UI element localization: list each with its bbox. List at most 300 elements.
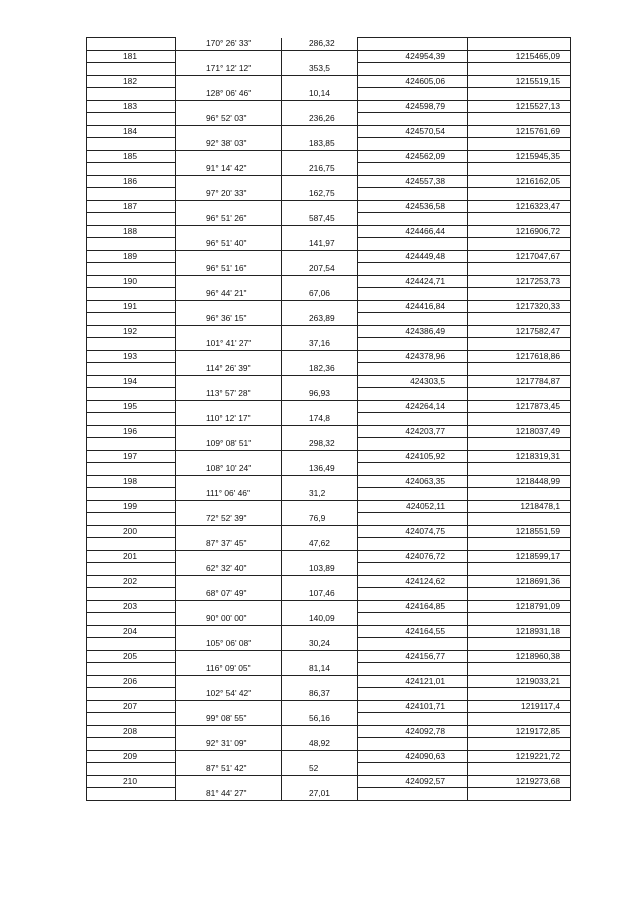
empty-cell — [282, 550, 358, 563]
length-cell: 81,14 — [282, 663, 358, 676]
empty-cell — [468, 438, 571, 451]
empty-cell — [358, 738, 468, 751]
length-cell: 207,54 — [282, 263, 358, 276]
point-row — [87, 475, 571, 488]
empty-cell — [282, 300, 358, 313]
empty-cell — [176, 200, 282, 213]
y-coordinate-cell: 1218791,09 — [468, 600, 571, 613]
empty-cell — [468, 763, 571, 776]
length-cell: 67,06 — [282, 288, 358, 301]
angle-cell: 101° 41' 27" — [176, 338, 282, 351]
point-row — [87, 725, 571, 738]
point-row — [87, 325, 571, 338]
empty-cell — [87, 263, 176, 276]
empty-cell — [468, 688, 571, 701]
y-coordinate-cell: 1216906,72 — [468, 225, 571, 238]
x-coordinate-cell: 424203,77 — [358, 425, 468, 438]
empty-cell — [358, 513, 468, 526]
point-row — [87, 675, 571, 688]
point-number-cell: 186 — [87, 175, 176, 188]
angle-cell: 87° 37' 45" — [176, 538, 282, 551]
empty-cell — [87, 788, 176, 801]
point-number-cell: 181 — [87, 50, 176, 63]
empty-cell — [282, 500, 358, 513]
y-coordinate-cell: 1215761,69 — [468, 125, 571, 138]
length-cell: 216,75 — [282, 163, 358, 176]
segment-row — [87, 613, 571, 626]
point-number-cell: 191 — [87, 300, 176, 313]
x-coordinate-cell: 424156,77 — [358, 650, 468, 663]
empty-cell — [282, 725, 358, 738]
empty-cell — [282, 450, 358, 463]
angle-cell: 170° 26' 33" — [176, 38, 282, 51]
empty-cell — [358, 313, 468, 326]
segment-row — [87, 538, 571, 551]
angle-cell: 81° 44' 27" — [176, 788, 282, 801]
empty-cell — [358, 413, 468, 426]
empty-cell — [176, 50, 282, 63]
empty-cell — [176, 400, 282, 413]
empty-cell — [468, 413, 571, 426]
empty-cell — [282, 325, 358, 338]
point-number-cell: 184 — [87, 125, 176, 138]
empty-cell — [176, 675, 282, 688]
length-cell: 96,93 — [282, 388, 358, 401]
empty-cell — [358, 638, 468, 651]
empty-cell — [282, 150, 358, 163]
empty-cell — [468, 263, 571, 276]
segment-row — [87, 563, 571, 576]
empty-cell — [176, 750, 282, 763]
x-coordinate-cell: 424386,49 — [358, 325, 468, 338]
point-row — [87, 225, 571, 238]
y-coordinate-cell: 1218931,18 — [468, 625, 571, 638]
empty-cell — [176, 100, 282, 113]
point-number-cell: 197 — [87, 450, 176, 463]
y-coordinate-cell: 1218448,99 — [468, 475, 571, 488]
empty-cell — [358, 263, 468, 276]
empty-cell — [358, 588, 468, 601]
length-cell: 10,14 — [282, 88, 358, 101]
empty-cell — [468, 213, 571, 226]
x-coordinate-cell: 424303,5 — [358, 375, 468, 388]
empty-cell — [87, 588, 176, 601]
empty-cell — [176, 575, 282, 588]
y-coordinate-cell: 1215519,15 — [468, 75, 571, 88]
x-coordinate-cell: 424449,48 — [358, 250, 468, 263]
empty-cell — [87, 38, 176, 51]
point-number-cell: 209 — [87, 750, 176, 763]
empty-cell — [87, 288, 176, 301]
y-coordinate-cell: 1219033,21 — [468, 675, 571, 688]
point-number-cell: 193 — [87, 350, 176, 363]
angle-cell: 87° 51' 42" — [176, 763, 282, 776]
x-coordinate-cell: 424466,44 — [358, 225, 468, 238]
point-number-cell: 194 — [87, 375, 176, 388]
point-row — [87, 525, 571, 538]
empty-cell — [358, 338, 468, 351]
length-cell: 587,45 — [282, 213, 358, 226]
empty-cell — [176, 275, 282, 288]
empty-cell — [468, 338, 571, 351]
length-cell: 353,5 — [282, 63, 358, 76]
y-coordinate-cell: 1217253,73 — [468, 275, 571, 288]
angle-cell: 90° 00' 00" — [176, 613, 282, 626]
length-cell: 236,26 — [282, 113, 358, 126]
length-cell: 263,89 — [282, 313, 358, 326]
point-row — [87, 600, 571, 613]
x-coordinate-cell: 424164,55 — [358, 625, 468, 638]
angle-cell: 114° 26' 39" — [176, 363, 282, 376]
empty-cell — [358, 613, 468, 626]
empty-cell — [87, 413, 176, 426]
angle-cell: 102° 54' 42" — [176, 688, 282, 701]
empty-cell — [468, 488, 571, 501]
empty-cell — [87, 463, 176, 476]
empty-cell — [87, 363, 176, 376]
y-coordinate-cell: 1216323,47 — [468, 200, 571, 213]
empty-cell — [468, 538, 571, 551]
segment-row — [87, 788, 571, 801]
y-coordinate-cell: 1218319,31 — [468, 450, 571, 463]
segment-row — [87, 88, 571, 101]
empty-cell — [87, 213, 176, 226]
empty-cell — [282, 775, 358, 788]
empty-cell — [87, 513, 176, 526]
empty-cell — [282, 350, 358, 363]
coordinate-table-body — [87, 38, 571, 801]
y-coordinate-cell: 1215527,13 — [468, 100, 571, 113]
point-number-cell: 196 — [87, 425, 176, 438]
empty-cell — [176, 300, 282, 313]
empty-cell — [282, 675, 358, 688]
point-number-cell: 200 — [87, 525, 176, 538]
point-row — [87, 575, 571, 588]
angle-cell: 109° 08' 51" — [176, 438, 282, 451]
empty-cell — [468, 313, 571, 326]
empty-cell — [468, 288, 571, 301]
empty-cell — [468, 713, 571, 726]
y-coordinate-cell: 1219273,68 — [468, 775, 571, 788]
empty-cell — [176, 350, 282, 363]
empty-cell — [358, 63, 468, 76]
point-number-cell: 192 — [87, 325, 176, 338]
empty-cell — [468, 38, 571, 51]
empty-cell — [87, 688, 176, 701]
empty-cell — [87, 663, 176, 676]
angle-cell: 96° 51' 26" — [176, 213, 282, 226]
empty-cell — [176, 625, 282, 638]
point-number-cell: 204 — [87, 625, 176, 638]
length-cell: 76,9 — [282, 513, 358, 526]
empty-cell — [176, 525, 282, 538]
y-coordinate-cell: 1215945,35 — [468, 150, 571, 163]
length-cell: 136,49 — [282, 463, 358, 476]
y-coordinate-cell: 1218691,36 — [468, 575, 571, 588]
point-row — [87, 175, 571, 188]
x-coordinate-cell: 424378,96 — [358, 350, 468, 363]
empty-cell — [282, 525, 358, 538]
point-row — [87, 425, 571, 438]
empty-cell — [468, 588, 571, 601]
empty-cell — [468, 238, 571, 251]
point-number-cell: 190 — [87, 275, 176, 288]
segment-row — [87, 638, 571, 651]
empty-cell — [87, 388, 176, 401]
empty-cell — [282, 650, 358, 663]
length-cell: 140,09 — [282, 613, 358, 626]
segment-row — [87, 238, 571, 251]
angle-cell: 97° 20' 33" — [176, 188, 282, 201]
empty-cell — [176, 325, 282, 338]
empty-cell — [282, 575, 358, 588]
empty-cell — [358, 388, 468, 401]
x-coordinate-cell: 424598,79 — [358, 100, 468, 113]
empty-cell — [87, 738, 176, 751]
y-coordinate-cell: 1219117,4 — [468, 700, 571, 713]
length-cell: 31,2 — [282, 488, 358, 501]
point-number-cell: 183 — [87, 100, 176, 113]
point-row — [87, 775, 571, 788]
x-coordinate-cell: 424605,06 — [358, 75, 468, 88]
empty-cell — [468, 138, 571, 151]
point-row — [87, 100, 571, 113]
segment-row — [87, 763, 571, 776]
point-number-cell: 203 — [87, 600, 176, 613]
empty-cell — [468, 63, 571, 76]
empty-cell — [358, 163, 468, 176]
empty-cell — [282, 175, 358, 188]
empty-cell — [176, 225, 282, 238]
point-row — [87, 125, 571, 138]
empty-cell — [282, 250, 358, 263]
segment-row — [87, 263, 571, 276]
empty-cell — [468, 188, 571, 201]
segment-row — [87, 463, 571, 476]
point-row — [87, 375, 571, 388]
angle-cell: 111° 06' 46" — [176, 488, 282, 501]
x-coordinate-cell: 424954,39 — [358, 50, 468, 63]
x-coordinate-cell: 424416,84 — [358, 300, 468, 313]
angle-cell: 96° 36' 15" — [176, 313, 282, 326]
y-coordinate-cell: 1218599,17 — [468, 550, 571, 563]
point-row — [87, 250, 571, 263]
empty-cell — [468, 563, 571, 576]
length-cell: 107,46 — [282, 588, 358, 601]
point-row — [87, 75, 571, 88]
length-cell: 86,37 — [282, 688, 358, 701]
empty-cell — [358, 288, 468, 301]
angle-cell: 72° 52' 39" — [176, 513, 282, 526]
y-coordinate-cell: 1216162,05 — [468, 175, 571, 188]
empty-cell — [358, 713, 468, 726]
empty-cell — [176, 375, 282, 388]
empty-cell — [176, 550, 282, 563]
angle-cell: 108° 10' 24" — [176, 463, 282, 476]
empty-cell — [468, 613, 571, 626]
length-cell: 56,16 — [282, 713, 358, 726]
angle-cell: 116° 09' 05" — [176, 663, 282, 676]
point-row — [87, 300, 571, 313]
empty-cell — [468, 738, 571, 751]
y-coordinate-cell: 1217784,87 — [468, 375, 571, 388]
segment-row — [87, 413, 571, 426]
length-cell: 183,85 — [282, 138, 358, 151]
empty-cell — [282, 125, 358, 138]
empty-cell — [176, 175, 282, 188]
point-row — [87, 50, 571, 63]
angle-cell: 92° 31' 09" — [176, 738, 282, 751]
empty-cell — [282, 700, 358, 713]
length-cell: 141,97 — [282, 238, 358, 251]
empty-cell — [468, 388, 571, 401]
point-row — [87, 150, 571, 163]
empty-cell — [282, 425, 358, 438]
empty-cell — [87, 763, 176, 776]
empty-cell — [468, 363, 571, 376]
angle-cell: 99° 08' 55" — [176, 713, 282, 726]
empty-cell — [282, 600, 358, 613]
empty-cell — [358, 238, 468, 251]
empty-cell — [358, 488, 468, 501]
point-row — [87, 625, 571, 638]
segment-row — [87, 313, 571, 326]
empty-cell — [358, 688, 468, 701]
angle-cell: 113° 57' 28" — [176, 388, 282, 401]
empty-cell — [358, 38, 468, 51]
y-coordinate-cell: 1217873,45 — [468, 400, 571, 413]
empty-cell — [176, 150, 282, 163]
angle-cell: 96° 51' 40" — [176, 238, 282, 251]
empty-cell — [176, 425, 282, 438]
point-row — [87, 400, 571, 413]
empty-cell — [468, 788, 571, 801]
empty-cell — [176, 600, 282, 613]
point-number-cell: 201 — [87, 550, 176, 563]
empty-cell — [176, 450, 282, 463]
point-row — [87, 450, 571, 463]
x-coordinate-cell: 424121,01 — [358, 675, 468, 688]
empty-cell — [176, 775, 282, 788]
empty-cell — [87, 163, 176, 176]
empty-cell — [87, 88, 176, 101]
x-coordinate-cell: 424074,75 — [358, 525, 468, 538]
empty-cell — [282, 200, 358, 213]
x-coordinate-cell: 424264,14 — [358, 400, 468, 413]
empty-cell — [87, 488, 176, 501]
empty-cell — [282, 100, 358, 113]
point-number-cell: 199 — [87, 500, 176, 513]
empty-cell — [176, 75, 282, 88]
empty-cell — [87, 438, 176, 451]
y-coordinate-cell: 1217320,33 — [468, 300, 571, 313]
segment-row — [87, 663, 571, 676]
empty-cell — [87, 538, 176, 551]
y-coordinate-cell: 1218960,38 — [468, 650, 571, 663]
empty-cell — [468, 513, 571, 526]
x-coordinate-cell: 424063,35 — [358, 475, 468, 488]
empty-cell — [468, 113, 571, 126]
empty-cell — [282, 475, 358, 488]
x-coordinate-cell: 424570,54 — [358, 125, 468, 138]
x-coordinate-cell: 424052,11 — [358, 500, 468, 513]
angle-cell: 96° 52' 03" — [176, 113, 282, 126]
x-coordinate-cell: 424557,38 — [358, 175, 468, 188]
y-coordinate-cell: 1215465,09 — [468, 50, 571, 63]
empty-cell — [468, 163, 571, 176]
x-coordinate-cell: 424536,58 — [358, 200, 468, 213]
empty-cell — [468, 88, 571, 101]
segment-row — [87, 738, 571, 751]
segment-row — [87, 438, 571, 451]
empty-cell — [358, 138, 468, 151]
empty-cell — [87, 338, 176, 351]
empty-cell — [87, 313, 176, 326]
segment-row — [87, 138, 571, 151]
y-coordinate-cell: 1217618,86 — [468, 350, 571, 363]
length-cell: 47,62 — [282, 538, 358, 551]
angle-cell: 171° 12' 12" — [176, 63, 282, 76]
empty-cell — [87, 188, 176, 201]
point-row — [87, 650, 571, 663]
empty-cell — [282, 375, 358, 388]
point-number-cell: 182 — [87, 75, 176, 88]
length-cell: 52 — [282, 763, 358, 776]
y-coordinate-cell: 1217582,47 — [468, 325, 571, 338]
empty-cell — [87, 63, 176, 76]
coordinate-table — [86, 37, 571, 801]
angle-cell: 105° 06' 08" — [176, 638, 282, 651]
point-number-cell: 189 — [87, 250, 176, 263]
x-coordinate-cell: 424101,71 — [358, 700, 468, 713]
empty-cell — [87, 713, 176, 726]
empty-cell — [358, 213, 468, 226]
empty-cell — [358, 788, 468, 801]
empty-cell — [358, 88, 468, 101]
point-row — [87, 500, 571, 513]
x-coordinate-cell: 424092,57 — [358, 775, 468, 788]
segment-row — [87, 38, 571, 51]
empty-cell — [468, 663, 571, 676]
segment-row — [87, 188, 571, 201]
segment-row — [87, 688, 571, 701]
y-coordinate-cell: 1218551,59 — [468, 525, 571, 538]
length-cell: 182,36 — [282, 363, 358, 376]
length-cell: 103,89 — [282, 563, 358, 576]
angle-cell: 96° 44' 21" — [176, 288, 282, 301]
point-number-cell: 205 — [87, 650, 176, 663]
segment-row — [87, 513, 571, 526]
point-number-cell: 202 — [87, 575, 176, 588]
point-row — [87, 275, 571, 288]
segment-row — [87, 713, 571, 726]
segment-row — [87, 588, 571, 601]
length-cell: 286,32 — [282, 38, 358, 51]
empty-cell — [87, 138, 176, 151]
empty-cell — [87, 113, 176, 126]
empty-cell — [358, 363, 468, 376]
y-coordinate-cell: 1219221,72 — [468, 750, 571, 763]
segment-row — [87, 288, 571, 301]
x-coordinate-cell: 424076,72 — [358, 550, 468, 563]
point-number-cell: 210 — [87, 775, 176, 788]
y-coordinate-cell: 1217047,67 — [468, 250, 571, 263]
empty-cell — [87, 613, 176, 626]
angle-cell: 92° 38' 03" — [176, 138, 282, 151]
length-cell: 298,32 — [282, 438, 358, 451]
empty-cell — [176, 250, 282, 263]
x-coordinate-cell: 424090,63 — [358, 750, 468, 763]
